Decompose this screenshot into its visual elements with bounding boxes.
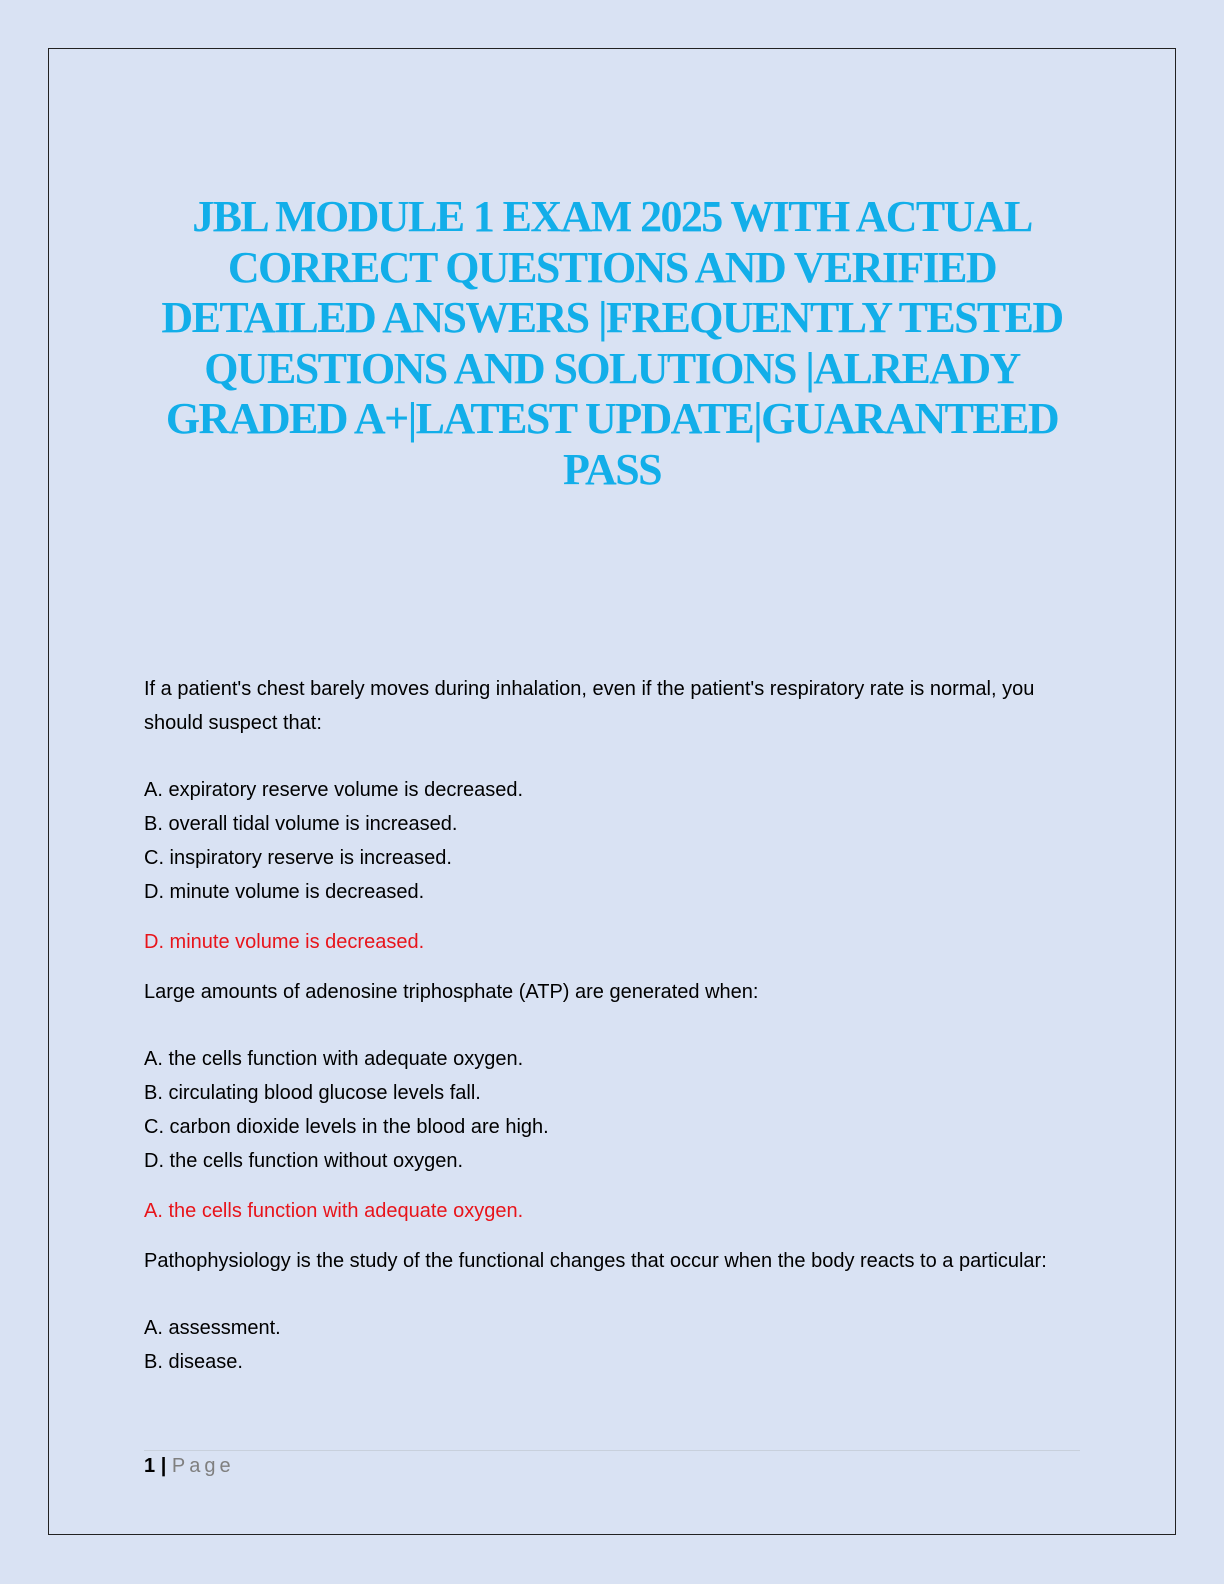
option-d: D. the cells function without oxygen. — [144, 1150, 464, 1172]
question-stem: Pathophysiology is the study of the functional changes that occur when the body reacts to a particular: — [144, 1250, 1047, 1272]
page-footer — [144, 1452, 235, 1480]
question-3 — [144, 1244, 1094, 1379]
option-b: B. circulating blood glucose levels fall. — [144, 1082, 481, 1104]
correct-answer: A. the cells function with adequate oxygen. — [144, 1200, 524, 1222]
page-label: Page — [171, 1455, 235, 1477]
option-a: A. expiratory reserve volume is decreased. — [144, 779, 524, 801]
option-a: A. assessment. — [144, 1317, 281, 1339]
option-c: C. inspiratory reserve is increased. — [144, 847, 452, 869]
correct-answer: D. minute volume is decreased. — [144, 931, 425, 953]
question-stem: Large amounts of adenosine triphosphate (ATP) are generated when: — [144, 981, 759, 1003]
option-b: B. overall tidal volume is increased. — [144, 813, 458, 835]
page-number: 1 — [144, 1455, 156, 1477]
option-d: D. minute volume is decreased. — [144, 881, 425, 903]
option-c: C. carbon dioxide levels in the blood are high. — [144, 1116, 549, 1138]
document-title: JBL MODULE 1 EXAM 2025 WITH ACTUAL CORRECT QUESTIONS AND VERIFIED DETAILED ANSWERS |FREQUENTLY TESTED QUESTIONS AND SOLUTIONS |ALREADY GRADED A+|LATEST UPDATE|GUARANTEED PASS — [161, 192, 1063, 494]
question-stem: If a patient's chest barely moves during inhalation, even if the patient's respiratory rate is normal, you should suspect that: — [144, 678, 1035, 734]
page-separator: | — [160, 1455, 167, 1477]
question-1 — [144, 672, 1094, 959]
option-b: B. disease. — [144, 1351, 243, 1373]
question-list — [144, 672, 1094, 1379]
question-2 — [144, 975, 1094, 1228]
option-a: A. the cells function with adequate oxygen. — [144, 1048, 524, 1070]
footer-divider — [144, 1450, 1080, 1451]
